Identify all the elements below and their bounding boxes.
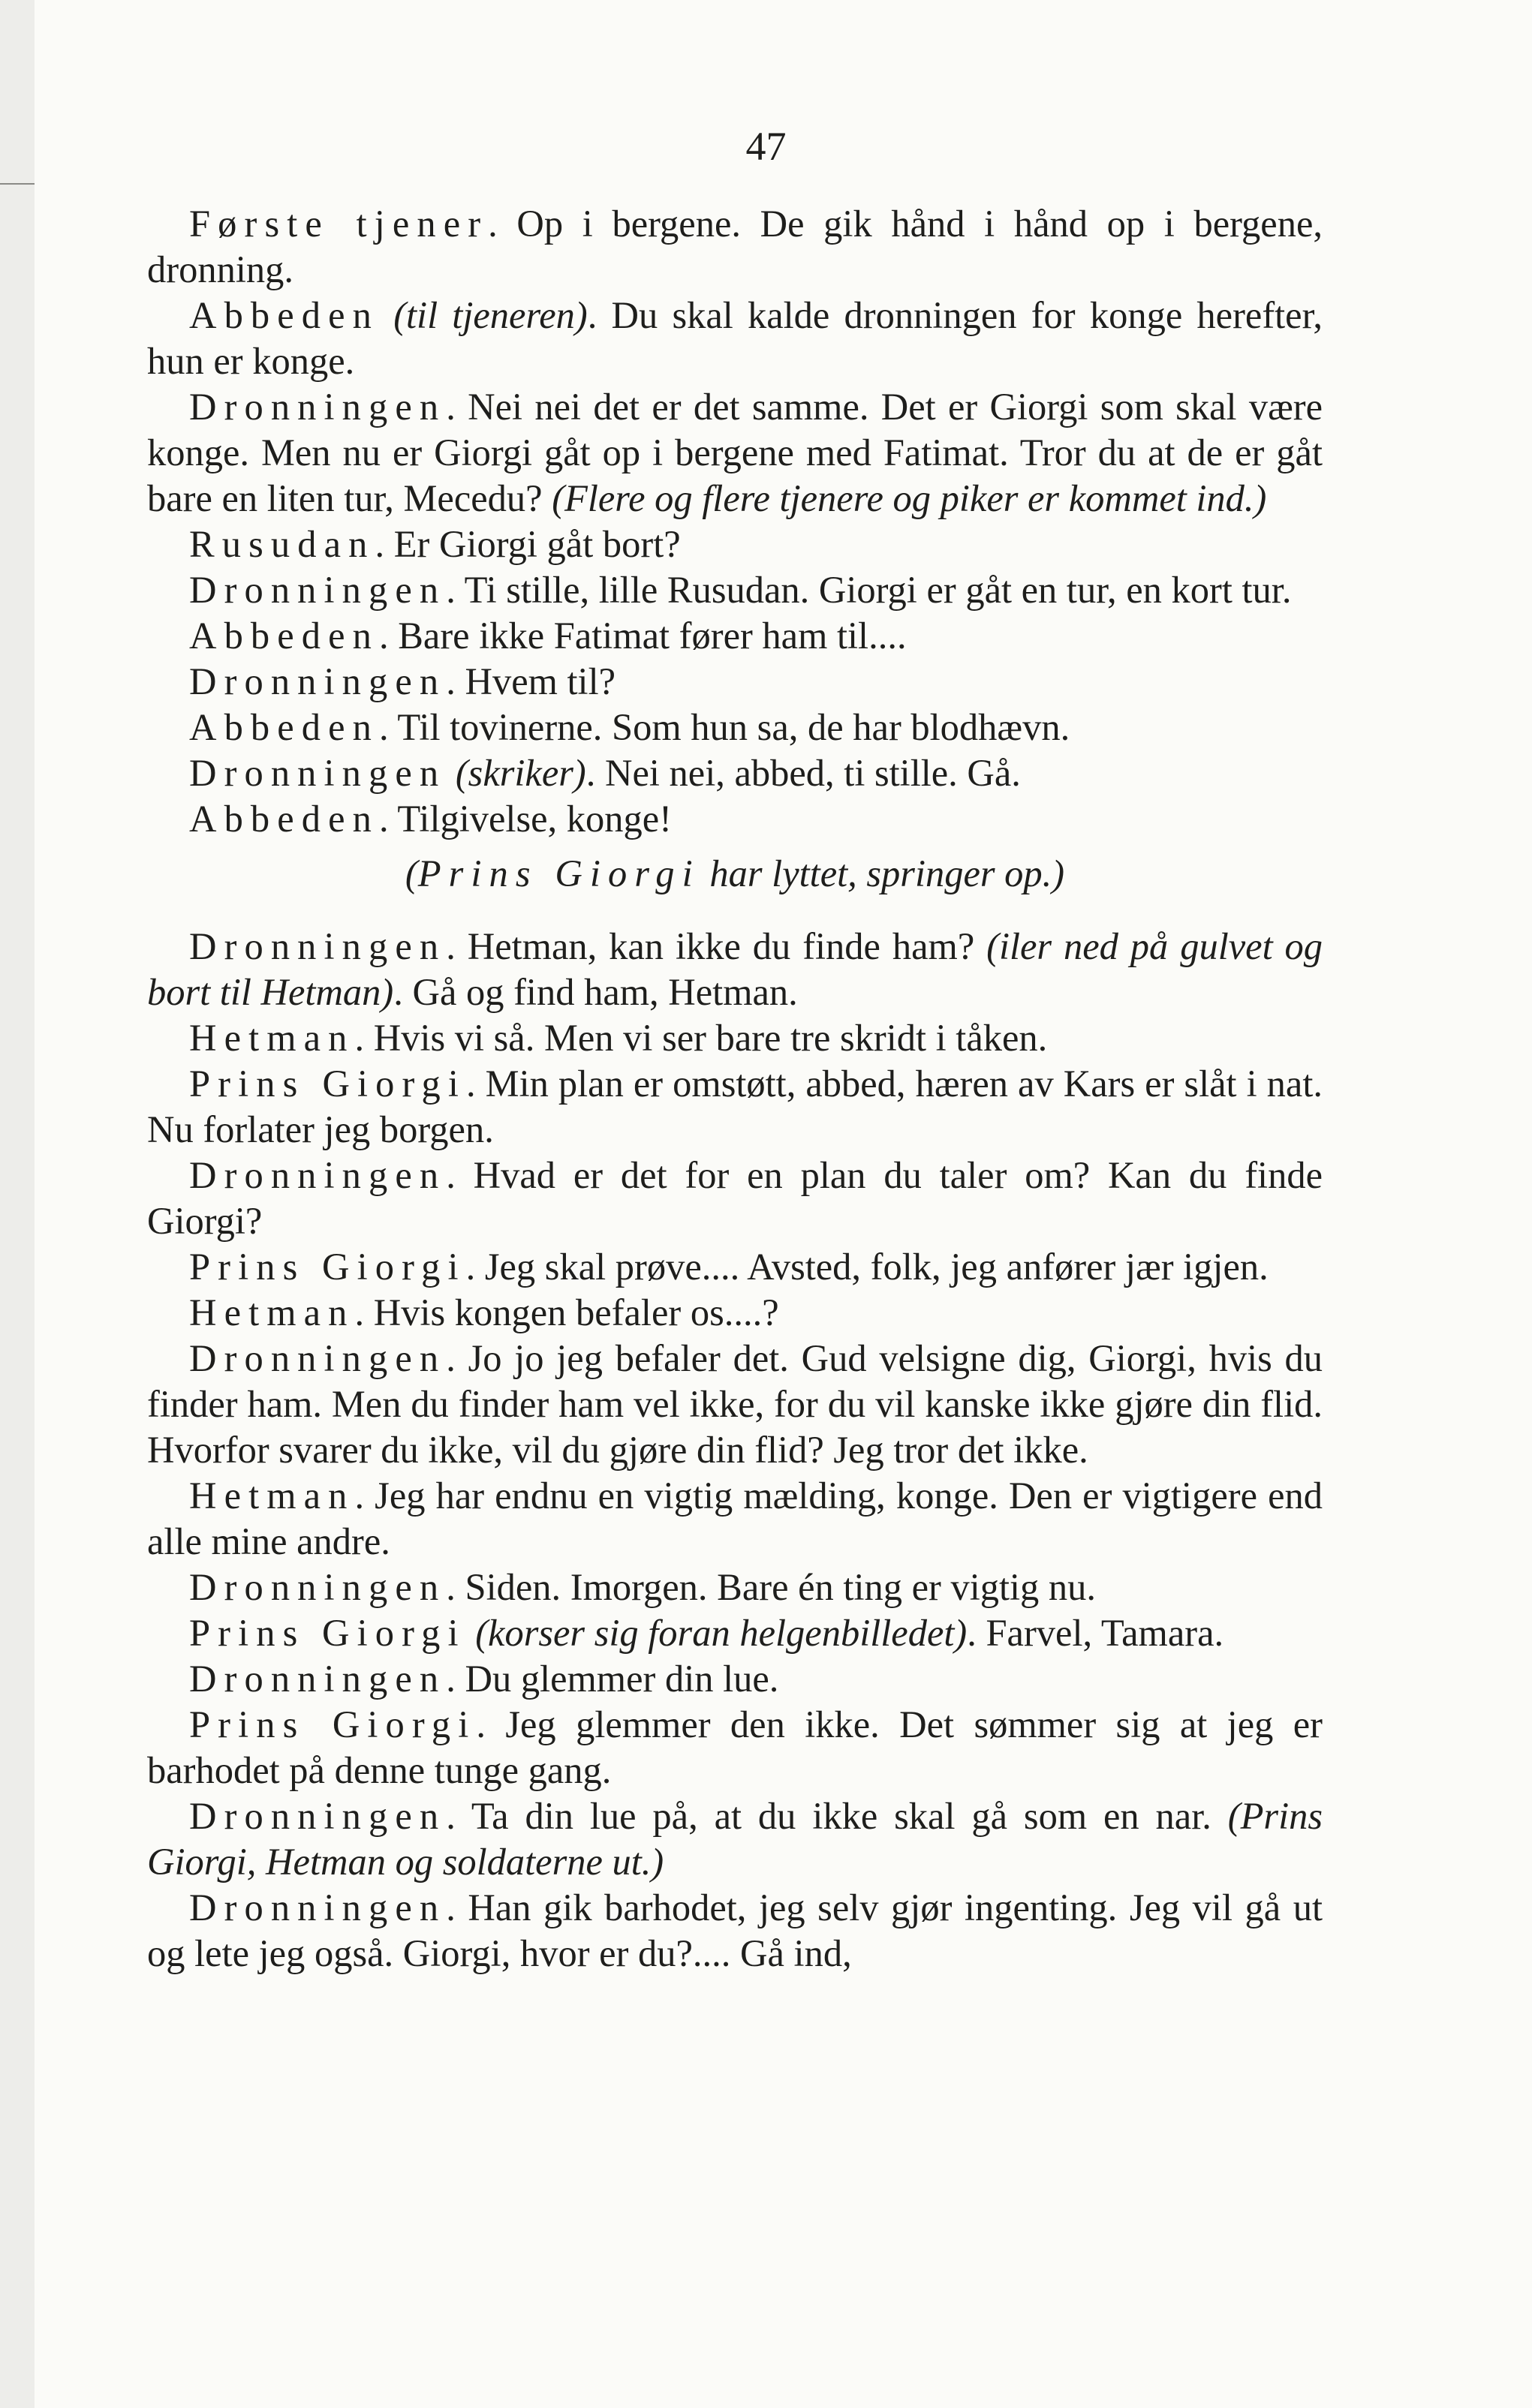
stage-direction: (Prins Giorgi, Hetman og soldaterne ut.) [147,1795,1323,1883]
speech-text: . Tilgivelse, konge! [379,798,672,840]
speech-text: . Gå og find ham, Hetman. [393,971,798,1013]
speech-line [147,1336,1323,1473]
speech-line [147,1885,1323,1977]
speech-line [147,796,1323,842]
speech-text: . Siden. Imorgen. Bare én ting er vigtig nu. [446,1566,1097,1608]
speaker-name: Prins Giorgi [189,1246,466,1288]
speaker-name: Første tjener [189,203,489,245]
speech-text: . Du skal kalde dronningen for konge herefter, hun er konge. [147,294,1323,382]
speaker-name: Prins Giorgi [189,1612,466,1654]
speech-text: . Er Giorgi gåt bort? [375,523,681,565]
speech-text: . Bare ikke Fatimat fører ham til.... [379,615,907,657]
speech-text: . Ta din lue på, at du ikke skal gå som en nar. [446,1795,1228,1837]
speech-line [147,1610,1323,1656]
speech-text: . Hvis vi så. Men vi ser bare tre skridt i tåken. [354,1017,1048,1059]
speech-line [147,384,1323,522]
speaker-name: Rusudan [189,523,375,565]
speech-text: . Op i bergene. De gik hånd i hånd op i bergene, dronning. [147,203,1323,290]
speaker-name: Abbeden [189,615,379,657]
speaker-name: Dronningen [189,1154,447,1196]
speaker-name: Dronningen [189,925,447,967]
speech-line [147,201,1323,293]
speech-text: . Min plan er omstøtt, abbed, hæren av Kars er slåt i nat. Nu forlater jeg borgen. [147,1063,1323,1150]
speech-line [147,522,1323,567]
speech-line [147,1015,1323,1061]
speaker-name: Abbeden [189,798,379,840]
speech-line [147,1473,1323,1565]
speech-line [147,1656,1323,1702]
speech-line [147,1244,1323,1290]
speech-text: . Ti stille, lille Rusudan. Giorgi er gåt en tur, en kort tur. [446,569,1292,611]
speaker-name: Dronningen [189,1566,447,1608]
speech-text: . Hvem til? [446,660,616,702]
speech-line [147,750,1323,796]
speaker-name: Hetman [189,1475,355,1517]
speech-line [147,613,1323,659]
speaker-name: Prins Giorgi [417,852,700,894]
speech-line [147,924,1323,1015]
speaker-name: Dronningen [189,1795,447,1837]
speech-text: . Farvel, Tamara. [967,1612,1224,1654]
speech-text: . Jeg glemmer den ikke. Det sømmer sig at jeg er barhodet på denne tunge gang. [147,1703,1323,1791]
speaker-name: Dronningen [189,1337,447,1379]
speech-text: . Hvis kongen befaler os....? [354,1291,779,1333]
speech-line [147,1290,1323,1336]
speech-line [147,1702,1323,1793]
speech-text: . Til tovinerne. Som hun sa, de har blodhævn. [379,706,1070,748]
speaker-name: Dronningen [189,1658,447,1700]
speech-line [147,567,1323,613]
speaker-name: Abbeden [189,706,379,748]
stage-direction: (skriker) [455,752,586,794]
speech-line [147,659,1323,705]
speech-text: . Du glemmer din lue. [446,1658,779,1700]
speaker-name: Prins Giorgi [189,1063,467,1105]
speaker-name: Prins Giorgi [189,1703,477,1745]
stage-direction: (korser sig foran helgenbilledet) [475,1612,968,1654]
play-text [147,201,1323,1977]
stage-direction: (til tjeneren) [393,294,588,336]
speech-line [147,1061,1323,1153]
speech-text: . Hvad er det for en plan du taler om? Kan du finde Giorgi? [147,1154,1323,1242]
scan-left-edge [0,0,35,2408]
stage-open-paren: ( [405,852,418,894]
speaker-name: Dronningen [189,1886,447,1929]
speaker-name: Dronningen [189,569,447,611]
speech-text: . Han gik barhodet, jeg selv gjør ingenting. Jeg vil gå ut og lete jeg også. Giorgi, hvor er du?.... Gå ind, [147,1886,1323,1974]
speech-text: . Nei nei det er det samme. Det er Giorgi som skal være konge. Men nu er Giorgi gåt op i bergene med Fatimat. Tror du at de er gåt bare en liten tur, Mecedu? [147,386,1323,519]
speaker-name: Dronningen [189,386,447,428]
speaker-name: Abbeden [189,294,379,336]
speech-line [147,293,1323,384]
stage-text: har lyttet, springer op.) [700,852,1065,894]
speech-text: . Jeg har endnu en vigtig mælding, konge. Den er vigtigere end alle mine andre. [147,1475,1323,1562]
speech-line [147,705,1323,750]
centered-stage-direction [147,851,1323,897]
speech-line [147,1565,1323,1610]
speech-line [147,1793,1323,1885]
stage-direction: (Flere og flere tjenere og piker er kommet ind.) [552,477,1267,519]
speech-text: . Jo jo jeg befaler det. Gud velsigne dig, Giorgi, hvis du finder ham. Men du finder ham vel ikke, for du vil kanske ikke gjøre din flid. Hvorfor svarer du ikke, vil du gjøre din flid? Jeg tror det ikke. [147,1337,1323,1471]
speaker-name: Dronningen [189,660,447,702]
speaker-name: Dronningen [189,752,447,794]
speech-text: . Hetman, kan ikke du finde ham? [446,925,987,967]
scan-edge-mark [0,183,35,185]
speech-line [147,1153,1323,1244]
speech-text: . Jeg skal prøve.... Avsted, folk, jeg anfører jær igjen. [465,1246,1269,1288]
speaker-name: Hetman [189,1291,355,1333]
stage-direction: (iler ned på gulvet og bort til Hetman) [147,925,1323,1013]
speech-text: . Nei nei, abbed, ti stille. Gå. [585,752,1021,794]
page-number: 47 [745,124,787,169]
speaker-name: Hetman [189,1017,355,1059]
